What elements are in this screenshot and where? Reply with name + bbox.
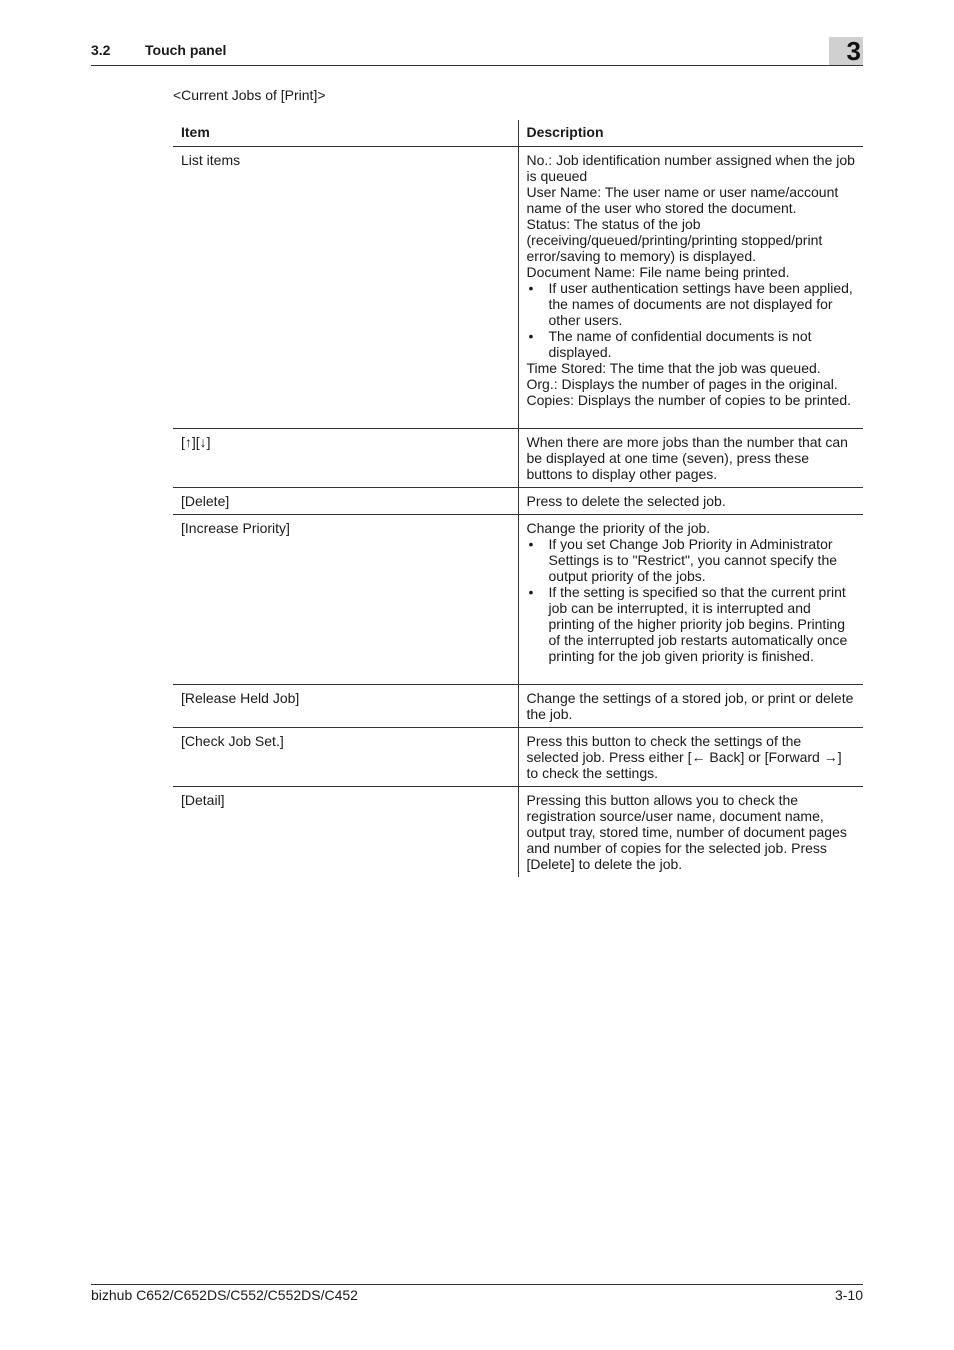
chapter-number: 3 xyxy=(846,36,861,66)
section-number: 3.2 xyxy=(91,42,111,58)
desc-line: Copies: Displays the number of copies to be printed. xyxy=(526,391,852,408)
item-cell: [Increase Priority] xyxy=(173,514,518,684)
table-row xyxy=(173,684,863,727)
desc-line: Status: The status of the job (receiving/queued/printing/printing stopped/print error/saving to memory) is displayed. xyxy=(526,215,823,264)
desc-line: Change the priority of the job. xyxy=(526,519,711,536)
item-cell: [Detail] xyxy=(181,791,225,808)
table-header-row xyxy=(173,120,863,146)
table-row xyxy=(173,146,863,428)
description-cell xyxy=(518,514,863,684)
current-jobs-table xyxy=(173,120,863,877)
page-number: 3-10 xyxy=(834,1287,863,1303)
desc-line: No.: Job identification number assigned when the job is queued xyxy=(526,151,855,184)
bullet-list xyxy=(527,536,856,664)
desc-line: Org.: Displays the number of pages in the original. xyxy=(526,375,838,392)
description-cell: Change the settings of a stored job, or print or delete the job. xyxy=(518,684,863,727)
item-cell: [Check Job Set.] xyxy=(173,727,518,786)
desc-line: Time Stored: The time that the job was queued. xyxy=(526,359,821,376)
page-header xyxy=(91,36,863,66)
desc-line: User Name: The user name or user name/account name of the user who stored the document. xyxy=(526,183,839,216)
description-cell: Press to delete the selected job. xyxy=(518,487,863,514)
bullet-item: • If the setting is specified so that the current print job can be interrupted, it is interrupted and printing of the higher priority job begins. Printing of the interrupted job restarts automatically once printing for the job given priority is finished. xyxy=(527,584,856,664)
item-cell: [Delete] xyxy=(173,487,518,514)
item-cell: [↑][↓] xyxy=(173,428,518,487)
description-cell: Pressing this button allows you to check the registration source/user name, document name, output tray, stored time, number of document pages and number of copies for the selected job. Press [Delete] to delete the job. xyxy=(518,786,863,877)
bullet-item: • If you set Change Job Priority in Administrator Settings is to "Restrict", you cannot specify the output priority of the jobs. xyxy=(527,536,856,584)
bullet-item: • If user authentication settings have been applied, the names of documents are not displayed for other users. xyxy=(527,280,856,328)
table-row xyxy=(173,487,863,514)
table-row xyxy=(173,786,863,877)
item-header: Item xyxy=(173,120,518,146)
item-cell: List items xyxy=(173,146,518,428)
table-caption: <Current Jobs of [Print]> xyxy=(173,87,326,103)
model-name: bizhub C652/C652DS/C552/C552DS/C452 xyxy=(91,1287,358,1303)
bullet-list xyxy=(527,280,856,360)
item-cell: [Release Held Job] xyxy=(173,684,518,727)
description-cell xyxy=(518,146,863,428)
table-row xyxy=(173,428,863,487)
description-cell: When there are more jobs than the number that can be displayed at one time (seven), press these buttons to display other pages. xyxy=(518,428,863,487)
bullet-item: • The name of confidential documents is not displayed. xyxy=(527,328,856,360)
section-title: Touch panel xyxy=(145,42,227,58)
description-cell: Press this button to check the settings of the selected job. Press either [← Back] or [Forward →] to check the settings. xyxy=(518,727,863,786)
page-footer xyxy=(91,1284,863,1308)
table-row xyxy=(173,514,863,684)
description-header: Description xyxy=(518,120,863,146)
table-row xyxy=(173,727,863,786)
desc-line: Document Name: File name being printed. xyxy=(526,263,790,280)
